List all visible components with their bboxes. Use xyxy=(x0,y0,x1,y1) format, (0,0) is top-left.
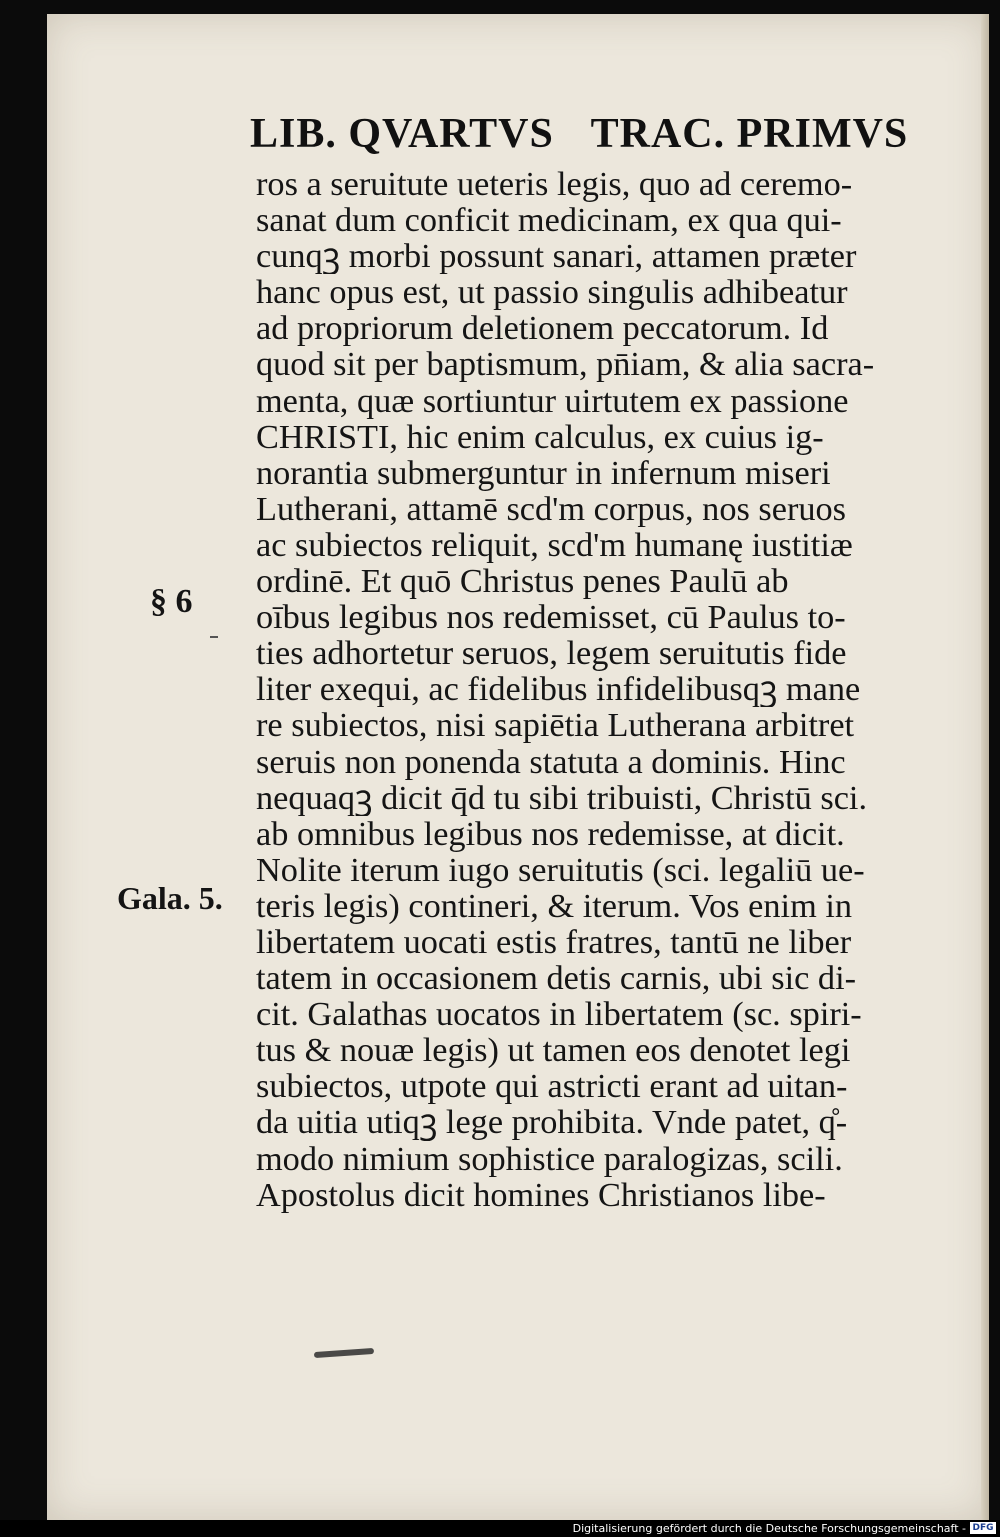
margin-dash xyxy=(210,636,218,638)
text-line: ros a seruitute ueteris legis, quo ad ceremo- xyxy=(256,166,853,203)
text-line: quod sit per baptismum, pn̄iam, & alia sacra- xyxy=(256,346,875,383)
text-line: da uitia utiqꝫ lege prohibita. Vnde patet, q̊- xyxy=(256,1104,848,1141)
footer-credit: Digitalisierung gefördert durch die Deutsche Forschungsgemeinschaft - xyxy=(572,1522,966,1535)
text-line: teris legis) contineri, & iterum. Vos enim in xyxy=(256,887,852,924)
text-line: ab omnibus legibus nos redemisse, at dicit. xyxy=(256,815,845,852)
text-line: Lutherani, attamē scd'm corpus, nos seruos xyxy=(256,490,847,527)
text-line: ad propriorum deletionem peccatorum. Id xyxy=(256,310,829,347)
running-head xyxy=(250,110,940,158)
text-line: ac subiectos reliquit, scd'm humanę iustitiæ xyxy=(256,526,853,564)
text-line: Nolite iterum iugo seruitutis (sci. legaliū ue- xyxy=(256,851,865,888)
text-line: cunqꝫ morbi possunt sanari, attamen præter xyxy=(256,238,857,275)
text-line: liter exequi, ac fidelibus infidelibusqꝫ mane xyxy=(256,671,861,708)
text-line: oībus legibus nos redemisset, cū Paulus to- xyxy=(256,599,846,636)
text-line: menta, quæ sortiuntur uirtutem ex passione xyxy=(256,382,849,419)
text-line: sanat dum conficit medicinam, ex qua qui- xyxy=(256,202,842,239)
text-line: libertatem uocati estis fratres, tantū ne liber xyxy=(256,923,852,961)
page-edge xyxy=(981,14,989,1520)
text-line: Apostolus dicit homines Christianos libe- xyxy=(256,1176,826,1213)
text-line: CHRISTI, hic enim calculus, ex cuius ig- xyxy=(256,418,824,455)
text-line: cit. Galathas uocatos in libertatem (sc. spiri- xyxy=(256,996,862,1033)
running-head-tract: TRAC. PRIMVS xyxy=(590,111,909,157)
text-line: norantia submerguntur in infernum miseri xyxy=(256,454,831,491)
margin-note-citation: Gala. 5. xyxy=(117,880,223,916)
text-line: nequaqꝫ dicit q̄d tu sibi tribuisti, Christū sci. xyxy=(256,779,868,816)
text-line: subiectos, utpote qui astricti erant ad uitan- xyxy=(256,1068,848,1105)
text-line: hanc opus est, ut passio singulis adhibeatur xyxy=(256,274,848,311)
dfg-logo: DFG xyxy=(970,1522,996,1534)
running-head-book: LIB. QVARTVS xyxy=(250,111,554,157)
text-line: tatem in occasionem detis carnis, ubi sic di- xyxy=(256,960,857,997)
text-line: ordinē. Et quō Christus penes Paulū ab xyxy=(256,563,789,600)
margin-note-section: § 6 xyxy=(150,583,193,620)
text-line: re subiectos, nisi sapiētia Lutherana arbitret xyxy=(256,707,855,744)
text-line: seruis non ponenda statuta a dominis. Hinc xyxy=(256,743,846,780)
body-text xyxy=(256,166,946,1213)
text-line: modo nimium sophistice paralogizas, scili. xyxy=(256,1140,843,1177)
text-line: ties adhortetur seruos, legem seruitutis fide xyxy=(256,635,847,672)
text-line: tus & nouæ legis) ut tamen eos denotet legi xyxy=(256,1032,851,1069)
